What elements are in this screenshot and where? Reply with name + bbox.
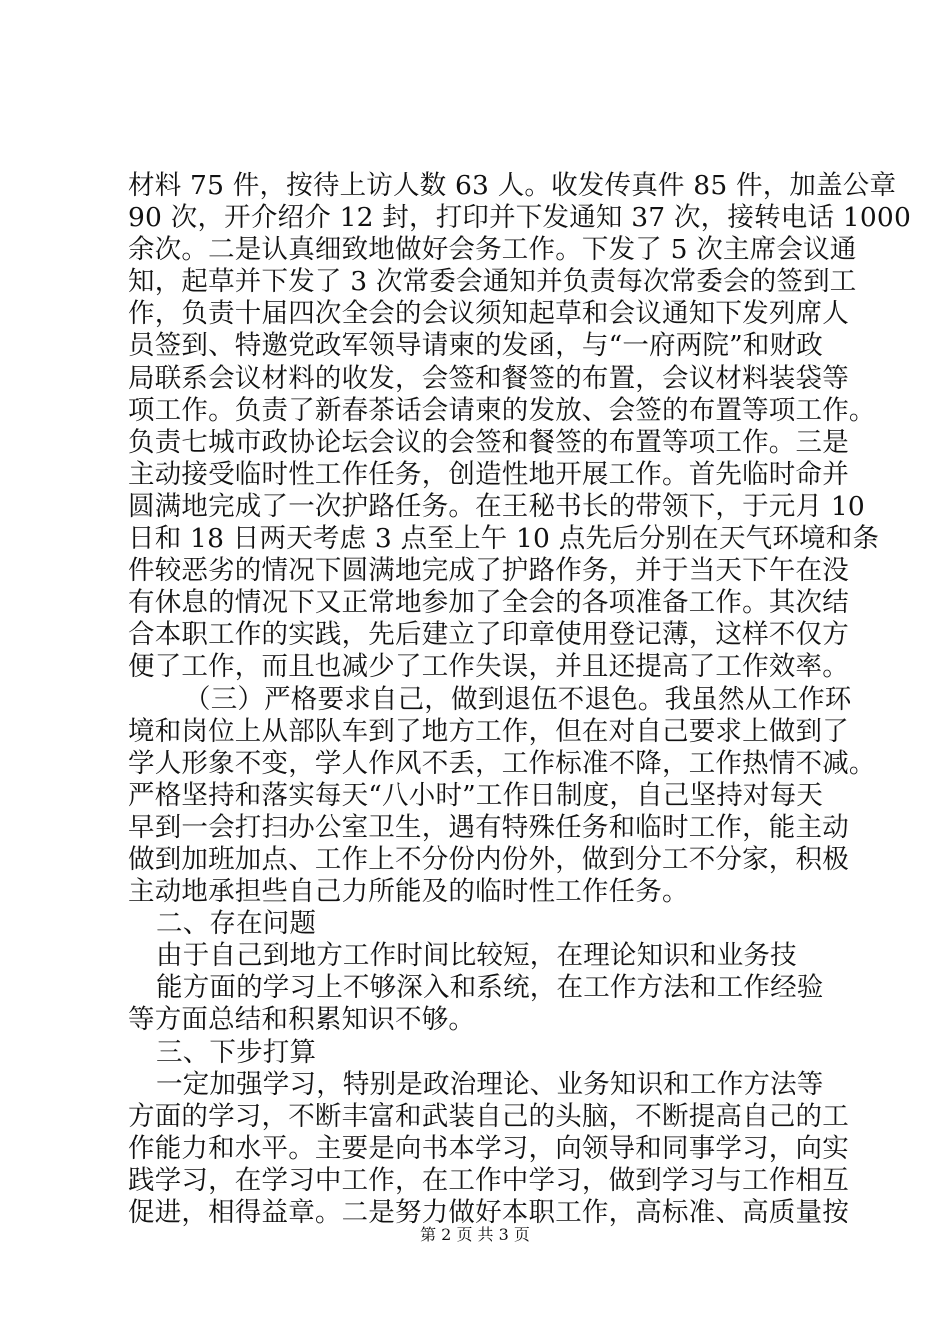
body-text bbox=[128, 170, 912, 1229]
text-line: 早到一会打扫办公室卫生，遇有特殊任务和临时工作，能主动 bbox=[128, 811, 849, 843]
text-line: 促进，相得益章。二是努力做好本职工作，高标准、高质量按 bbox=[128, 1197, 849, 1228]
text-line: 余次。二是认真细致地做好会务工作。下发了 5 次主席会议通 bbox=[128, 234, 857, 266]
text-line: 能方面的学习上不够深入和系统，在工作方法和工作经验 bbox=[156, 972, 824, 1004]
text-line: 合本职工作的实践，先后建立了印章使用登记薄，这样不仅方 bbox=[128, 619, 849, 651]
text-line: 一定加强学习，特别是政治理论、业务知识和工作方法等 bbox=[156, 1068, 824, 1100]
text-line: 项工作。负责了新春茶话会请柬的发放、会签的布置等项工作。 bbox=[128, 394, 876, 426]
text-line: 知，起草并下发了 3 次常委会通知并负责每次常委会的签到工 bbox=[128, 266, 857, 298]
text-line: 学人形象不变，学人作风不丢，工作标准不降，工作热情不减。 bbox=[128, 747, 876, 779]
text-line: 二、存在问题 bbox=[156, 908, 317, 940]
page-footer: 第 2 页 共 3 页 bbox=[420, 1225, 530, 1244]
text-line: 等方面总结和积累知识不够。 bbox=[128, 1004, 476, 1036]
text-line: 90 次，开介绍介 12 封，打印并下发通知 37 次，接转电话 1000 bbox=[128, 202, 912, 234]
text-line: 践学习，在学习中工作，在工作中学习，做到学习与工作相互 bbox=[128, 1164, 849, 1196]
text-line: 境和岗位上从部队车到了地方工作，但在对自己要求上做到了 bbox=[128, 715, 849, 747]
text-line: 作能力和水平。主要是向书本学习，向领导和同事学习，向实 bbox=[128, 1132, 849, 1164]
text-line: 严格坚持和落实每天“八小时”工作日制度，自己坚持对每天 bbox=[128, 779, 823, 811]
text-line: 由于自己到地方工作时间比较短，在理论知识和业务技 bbox=[156, 940, 797, 972]
text-line: 件较恶劣的情况下圆满地完成了护路作务，并于当天下午在没 bbox=[128, 555, 849, 587]
text-line: 做到加班加点、工作上不分份内份外，做到分工不分家，积极 bbox=[128, 843, 849, 875]
text-line: 局联系会议材料的收发，会签和餐签的布置，会议材料装袋等 bbox=[128, 362, 849, 394]
text-line: 负责七城市政协论坛会议的会签和餐签的布置等项工作。三是 bbox=[128, 426, 849, 458]
text-line: 三、下步打算 bbox=[156, 1036, 317, 1068]
text-line: 日和 18 日两天考虑 3 点至上午 10 点先后分别在天气环境和条 bbox=[128, 523, 880, 555]
text-line: 主动接受临时性工作任务，创造性地开展工作。首先临时命并 bbox=[128, 458, 849, 490]
text-line: 方面的学习，不断丰富和武装自己的头脑，不断提高自己的工 bbox=[128, 1100, 849, 1132]
text-line: 圆满地完成了一次护路任务。在王秘书长的带领下，于元月 10 bbox=[128, 490, 865, 522]
text-line: 员签到、特邀党政军领导请柬的发函，与“一府两院”和财政 bbox=[128, 330, 823, 362]
text-line: （三）严格要求自己，做到退伍不退色。我虽然从工作环 bbox=[184, 683, 852, 715]
text-line: 便了工作，而且也减少了工作失误，并且还提高了工作效率。 bbox=[128, 651, 849, 683]
text-line: 材料 75 件，按待上访人数 63 人。收发传真件 85 件，加盖公章 bbox=[128, 170, 897, 201]
text-line: 作，负责十届四次全会的会议须知起草和会议通知下发列席人 bbox=[128, 298, 849, 330]
text-line: 主动地承担些自己力所能及的临时性工作任务。 bbox=[128, 876, 689, 908]
text-line: 有休息的情况下又正常地参加了全会的各项准备工作。其次结 bbox=[128, 587, 849, 619]
